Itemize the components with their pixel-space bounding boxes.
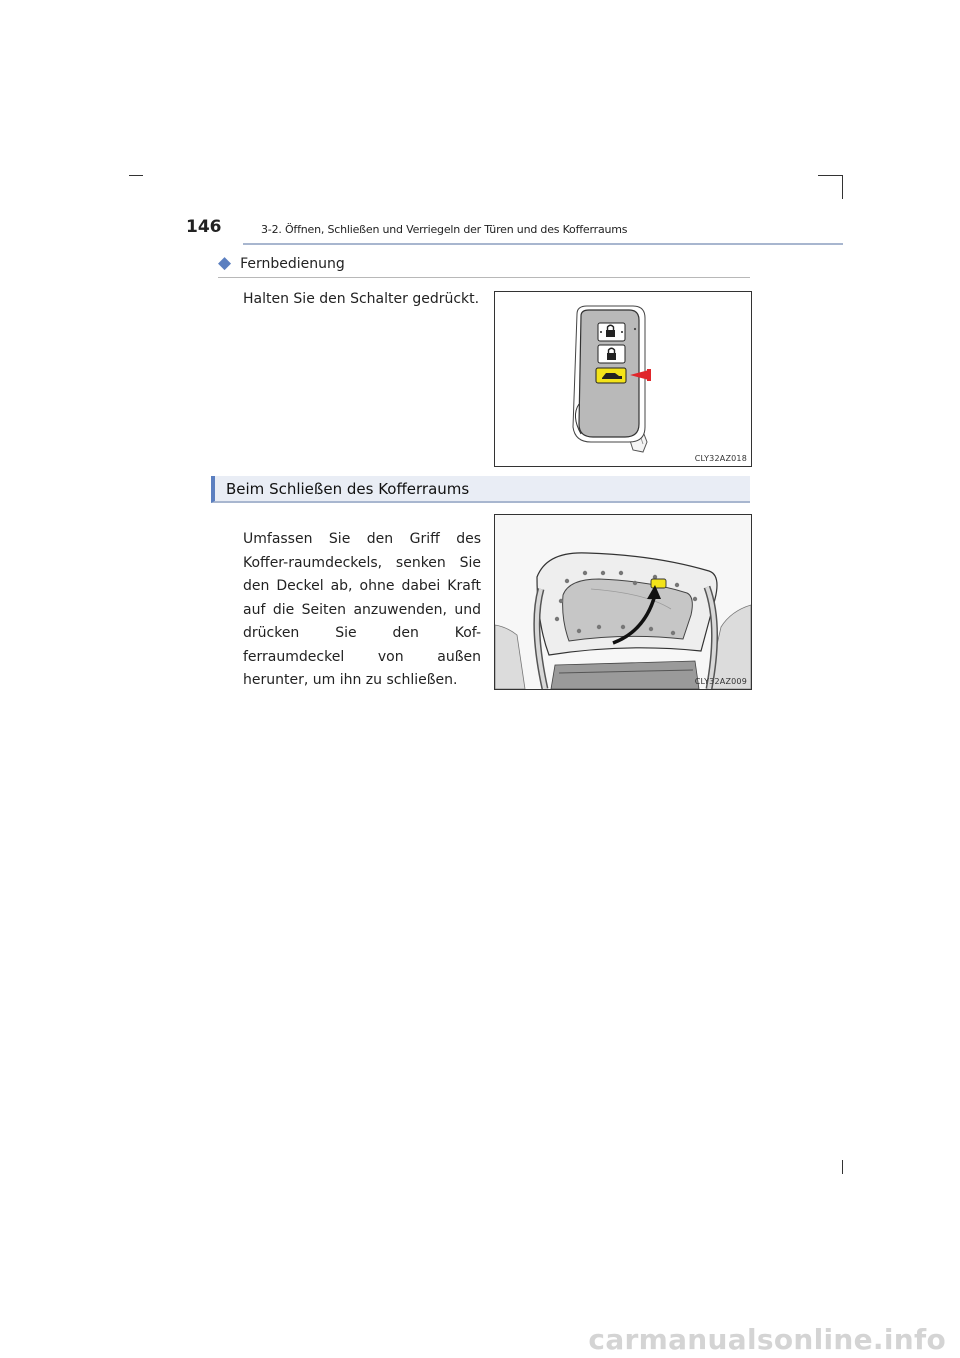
figure-code: CLY32AZ018 <box>694 454 747 463</box>
page-number: 146 <box>186 217 222 237</box>
watermark: carmanualsonline.info <box>588 1323 946 1356</box>
key-fob-figure <box>494 291 752 467</box>
figure-code: CLY32AZ009 <box>694 677 747 686</box>
key-fob-illustration <box>495 292 751 466</box>
subsection-title: Fernbedienung <box>240 255 345 272</box>
header-rule <box>243 243 843 245</box>
trunk-illustration <box>495 515 751 689</box>
section-title: Beim Schließen des Kofferraums <box>226 480 470 498</box>
subsection-heading <box>218 255 345 272</box>
chapter-title: 3-2. Öffnen, Schließen und Verriegeln der Türen und des Kofferraums <box>261 223 628 236</box>
remote-instruction: Halten Sie den Schalter gedrückt. <box>243 291 480 307</box>
closing-instruction: Umfassen Sie den Griff des Koffer-raumdeckels, senken Sie den Deckel ab, ohne dabei Kraft auf die Seiten anzuwenden, und drücken Sie den Kof-ferraumdeckel von außen herunter, um ihn zu schließen. <box>243 531 481 688</box>
crop-mark-top-right-v <box>842 175 843 199</box>
section-heading-bar <box>211 476 750 503</box>
subsection-rule <box>218 277 750 278</box>
trunk-figure <box>494 514 752 690</box>
crop-mark-bottom-right <box>842 1160 843 1174</box>
crop-mark-top-left <box>129 175 143 176</box>
diamond-bullet-icon: ◆ <box>218 253 232 273</box>
crop-mark-top-right-h <box>818 175 842 176</box>
